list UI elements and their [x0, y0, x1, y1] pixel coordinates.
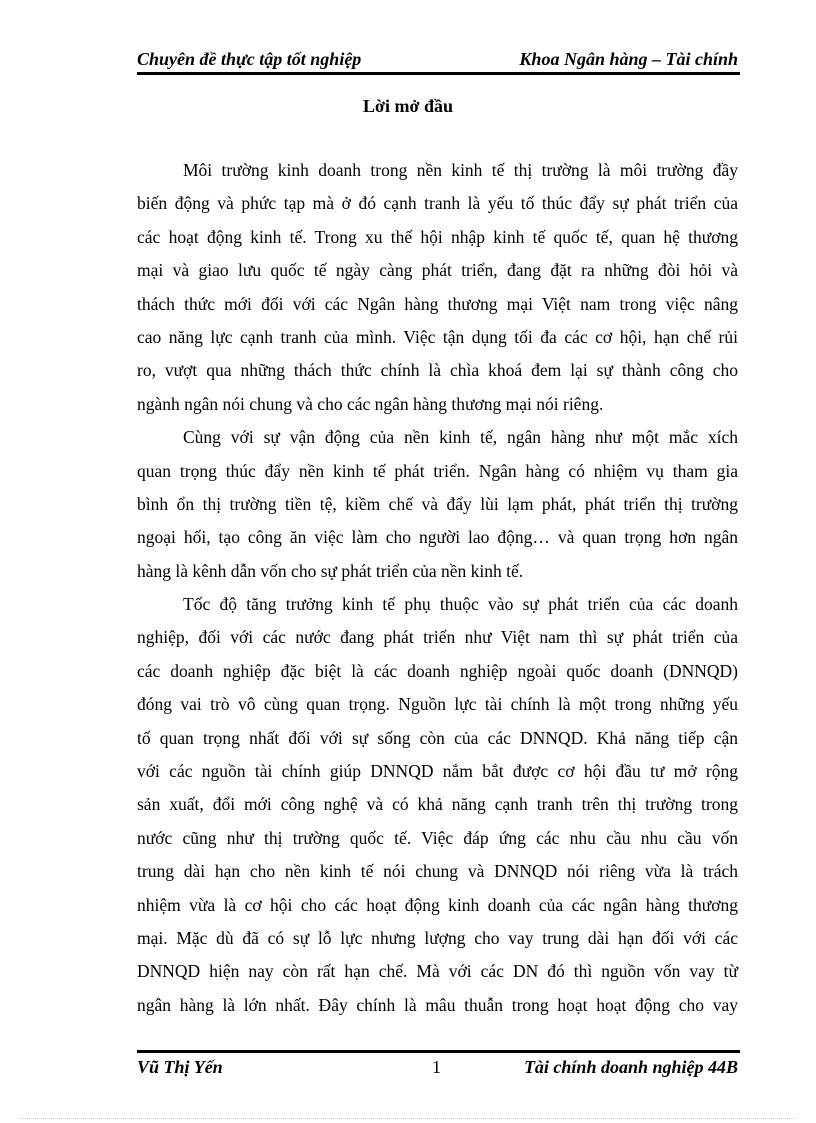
paragraph-line: mại. Mặc dù đã có sự lỗ lực nhưng lượng cho vay trung dài hạn đối với các — [137, 927, 738, 948]
paragraph-line: nhiệm vừa là cơ hội cho các hoạt động kinh doanh của các ngân hàng thương — [137, 894, 738, 915]
paragraph-line: Cùng với sự vận động của nền kinh tế, ngân hàng như một mắc xích — [183, 427, 738, 448]
paragraph-line: nghiệp, đối với các nước đang phát triển như Việt nam thì sự phát triển của — [137, 627, 738, 648]
paragraph-line: bình ổn thị trường tiền tệ, kiềm chế và đẩy lùi lạm phát, phát triển thị trường — [137, 493, 738, 514]
paragraph-line: sản xuất, đổi mới công nghệ và có khả năng cạnh tranh trên thị trường trong — [137, 794, 738, 815]
page-header — [137, 48, 740, 75]
header-right: Khoa Ngân hàng – Tài chính — [519, 49, 738, 69]
footer-author: Vũ Thị Yến — [137, 1057, 223, 1077]
header-left: Chuyên đề thực tập tốt nghiệp — [137, 49, 362, 69]
paragraph-line: Môi trường kinh doanh trong nền kinh tế thị trường là môi trường đầy — [183, 160, 738, 180]
paragraph-line: biến động và phức tạp mà ở đó cạnh tranh là yếu tố thúc đẩy sự phát triển của — [137, 193, 738, 214]
paragraph-line: các doanh nghiệp đặc biệt là các doanh nghiệp ngoài quốc doanh (DNNQD) — [137, 660, 738, 681]
paragraph-line: DNNQD hiện nay còn rất hạn chế. Mà với các DN đó thì nguồn vốn vay từ — [137, 961, 738, 982]
page-boundary — [20, 1118, 796, 1119]
paragraph-line: trung dài hạn cho nền kinh tế nói chung và DNNQD nói riêng vừa là trách — [137, 861, 738, 882]
paragraph-line: ngành ngân nói chung và cho các ngân hàng thương mại nói riêng. — [137, 393, 604, 414]
section-title: Lời mở đầu — [363, 96, 453, 116]
paragraph-line: quan trọng thúc đẩy nền kinh tế phát triển. Ngân hàng có nhiệm vụ tham gia — [137, 460, 738, 481]
page-number: 1 — [432, 1057, 441, 1077]
paragraph-line: cao năng lực cạnh tranh của mình. Việc tận dụng tối đa các cơ hội, hạn chế rủi — [137, 326, 738, 347]
paragraph-line: ngân hàng là lớn nhất. Đây chính là mâu thuẫn trong hoạt hoạt động cho vay — [137, 994, 738, 1015]
body-text — [137, 158, 738, 1026]
paragraph-line: với các nguồn tài chính giúp DNNQD nắm bắt được cơ hội đầu tư mở rộng — [137, 761, 738, 782]
paragraph-line: các hoạt động kinh tế. Trong xu thế hội nhập kinh tế quốc tế, quan hệ thương — [137, 226, 738, 247]
paragraph-line: Tốc độ tăng trưởng kinh tế phụ thuộc vào sự phát triển của các doanh — [183, 594, 738, 615]
footer-right: Tài chính doanh nghiệp 44B — [523, 1057, 738, 1077]
paragraph-line: hàng là kênh dẫn vốn cho sự phát triển của nền kinh tế. — [137, 560, 524, 581]
paragraph-line: nước cũng như thị trường quốc tế. Việc đáp ứng các nhu cầu nhu cầu vốn — [137, 827, 738, 848]
paragraph-line: mại và giao lưu quốc tế ngày càng phát triển, đang đặt ra những đòi hỏi và — [137, 260, 738, 281]
paragraph-line: đóng vai trò vô cùng quan trọng. Nguồn lực tài chính là một trong những yếu — [137, 694, 738, 715]
paragraph-line: ro, vượt qua những thách thức chính là chìa khoá đem lại sự thành công cho — [137, 360, 738, 381]
paragraph-line: thách thức mới đối với các Ngân hàng thương mại Việt nam trong việc nâng — [137, 293, 738, 314]
paragraph-line: ngoại hối, tạo công ăn việc làm cho người lao động… và quan trọng hơn ngân — [137, 527, 738, 548]
paragraph-line: tố quan trọng nhất đối với sự sống còn của các DNNQD. Khả năng tiếp cận — [137, 727, 738, 748]
page-footer — [137, 1050, 740, 1077]
